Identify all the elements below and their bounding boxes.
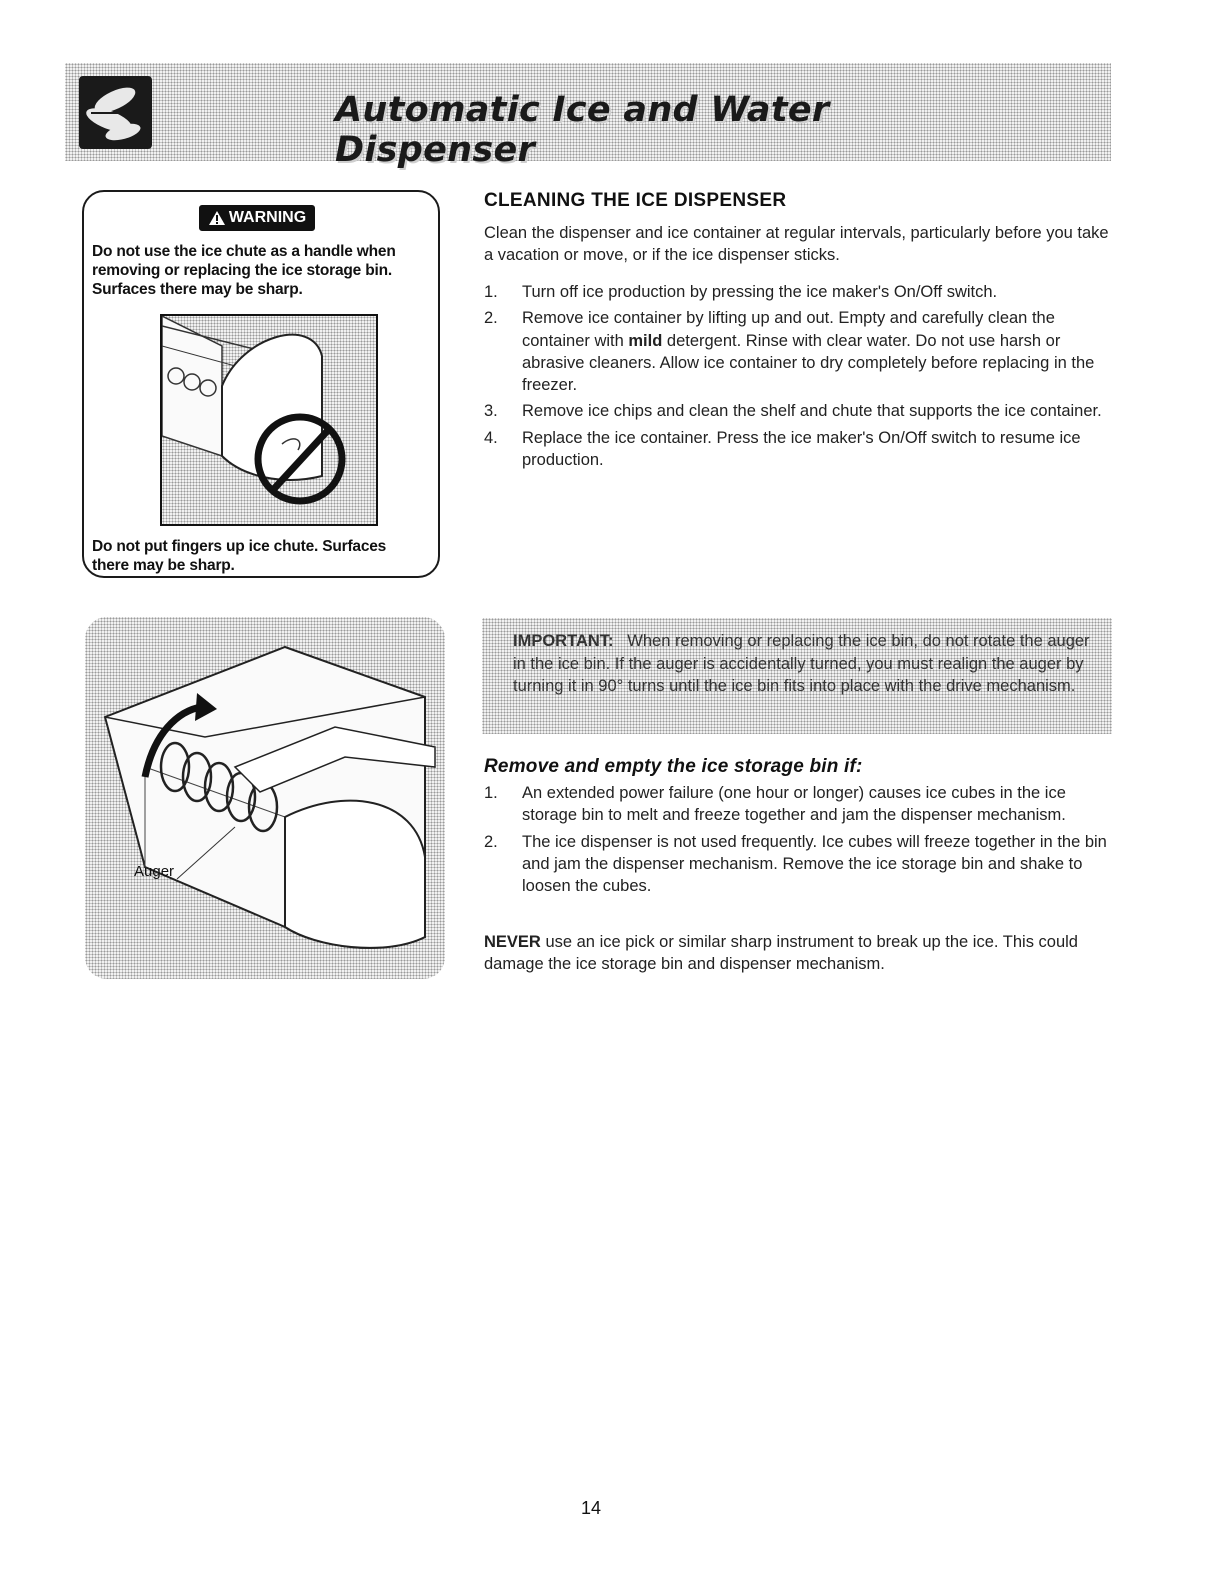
step-text: Remove ice chips and clean the shelf and chute that supports the ice container. [522,402,1102,421]
warning-triangle-icon [208,210,226,226]
warning-label [199,205,315,231]
step-bold-text: mild [628,331,663,350]
warning-text-line: removing or replacing the ice storage bin. [92,262,392,279]
never-paragraph [484,931,1114,976]
warning-text-line: Do not use the ice chute as a handle when [92,243,396,260]
warning-label-text: WARNING [228,209,307,226]
step-number: 2. [484,832,498,851]
step-text: Turn off ice production by pressing the ice maker's On/Off switch. [522,283,998,301]
list-item [484,427,1109,472]
list-item [484,307,1109,396]
never-text: use an ice pick or similar sharp instrument to break up the ice. This could damage the ice storage bin and dispenser mechanism. [484,933,1078,974]
important-text: When removing or replacing the ice bin, do not rotate the auger in the ice bin. If the auger is accidentally turned, you must realign the auger by turning it in 90° turns until the ice bin fits into place with the drive mechanism. [513,632,1090,695]
auger-label: Auger [134,863,175,880]
page-number: 14 [580,1498,602,1518]
auger-illustration [85,617,445,979]
important-note [513,630,1093,698]
cleaning-steps [484,281,1109,475]
intro-paragraph: Clean the dispenser and ice container at regular intervals, particularly before you take a vacation or move, or if the ice dispenser sticks. [484,224,1109,265]
ice-cubes-icon [79,76,152,149]
warning-text-line: Do not put fingers up ice chute. Surfaces [92,538,387,555]
never-label: NEVER [484,933,541,951]
remove-heading: Remove and empty the ice storage bin if: [484,756,863,777]
step-number: 2. [484,309,498,328]
step-text: Remove ice container by lifting up and out. Empty and carefully clean the container with [522,309,1055,350]
important-label: IMPORTANT: [513,632,614,650]
step-text: An extended power failure (one hour or longer) causes ice cubes in the ice storage bin to melt and freeze together and jam the dispenser mechanism. [522,784,1066,825]
step-text: The ice dispenser is not used frequently. Ice cubes will freeze together in the bin and jam the dispenser mechanism. Remove the ice storage bin and shake to loosen the cubes. [522,832,1107,896]
list-item [484,782,1109,827]
list-item [484,831,1109,898]
list-item [484,281,1109,303]
step-text: detergent. Rinse with clear water. Do not use harsh or abrasive cleaners. Allow ice container to dry completely before replacing in the freezer. [522,331,1095,395]
warning-text-line: there may be sharp. [92,557,235,574]
ice-chute-illustration [160,314,378,526]
step-number: 1. [484,283,498,301]
list-item [484,400,1109,422]
warning-text-line: Surfaces there may be sharp. [92,281,303,298]
step-number: 3. [484,402,498,421]
step-number: 4. [484,428,498,447]
section-heading: CLEANING THE ICE DISPENSER [484,190,787,211]
step-text: Replace the ice container. Press the ice maker's On/Off switch to resume ice production. [522,428,1081,470]
remove-steps [484,782,1109,901]
step-number: 1. [484,784,498,802]
page-title: Automatic Ice and Water Dispenser [335,90,830,170]
